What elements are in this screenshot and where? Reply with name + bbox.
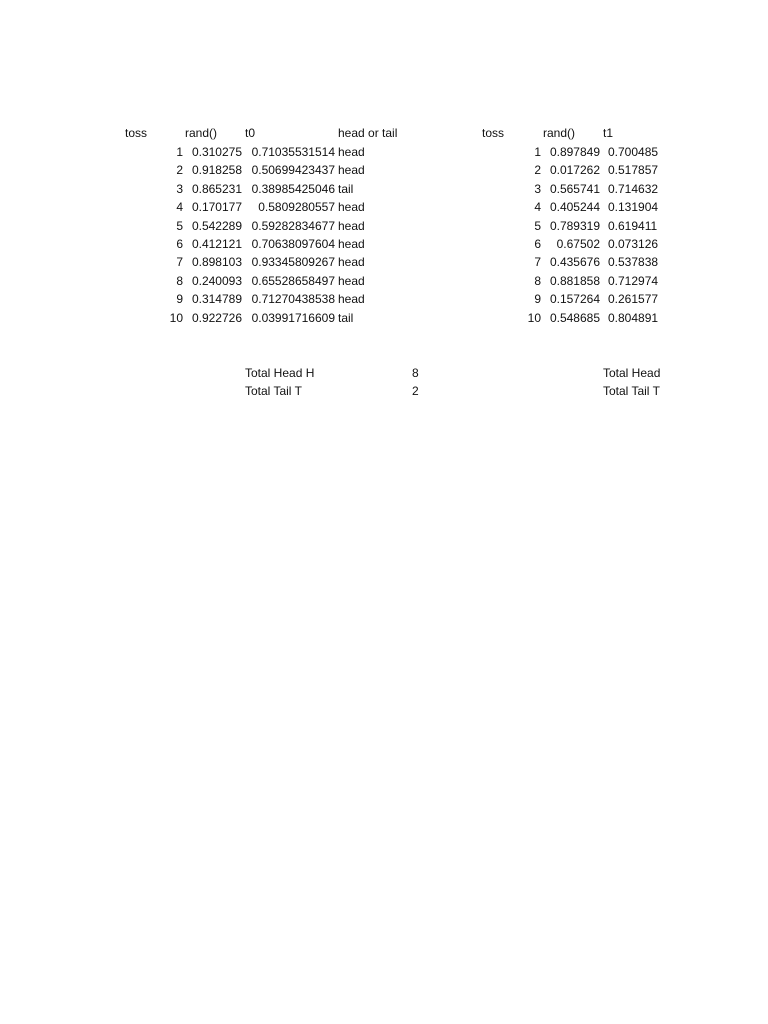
rand-cell: 0.157264 [549,292,600,306]
rand-cell: 0.405244 [549,200,600,214]
toss-cell: 4 [176,200,183,214]
toss-cell: 5 [534,219,541,233]
toss-cell: 9 [534,292,541,306]
t-cell: 0.38985425046 [251,182,335,196]
result-cell: head [338,200,365,214]
rand-cell: 0.881858 [549,274,600,288]
t-cell: 0.59282834677 [251,219,335,233]
result-cell: head [338,292,365,306]
rand-cell: 0.310275 [191,145,242,159]
rand-cell: 0.170177 [191,200,242,214]
result-cell: tail [338,311,354,325]
rand-cell: 0.314789 [191,292,242,306]
rand-cell: 0.922726 [191,311,242,325]
toss-cell: 1 [534,145,541,159]
t-cell: 0.70638097604 [251,237,335,251]
result-cell: head [338,237,365,251]
result-cell: head [338,274,365,288]
toss-cell: 10 [527,311,541,325]
table1-total-tail-value: 2 [412,384,419,398]
rand-cell: 0.435676 [549,255,600,269]
toss-cell: 7 [534,255,541,269]
rand-cell: 0.898103 [191,255,242,269]
t-cell: 0.700485 [608,145,659,159]
table1-header-result: head or tail [338,126,398,140]
t-cell: 0.073126 [608,237,659,251]
table1-header-t: t0 [245,126,256,140]
table2-total-head-label: Total Head [603,366,661,380]
table2-total-tail-label: Total Tail T [603,384,660,398]
t-cell: 0.5809280557 [258,200,335,214]
result-cell: head [338,219,365,233]
table2-header-rand: rand() [543,126,576,140]
rand-cell: 0.548685 [549,311,600,325]
table1-total-head-value: 8 [412,366,419,380]
result-cell: head [338,145,365,159]
toss-cell: 4 [534,200,541,214]
toss-cell: 6 [534,237,541,251]
t-cell: 0.537838 [608,255,659,269]
rand-cell: 0.897849 [549,145,600,159]
t-cell: 0.71270438538 [251,292,335,306]
toss-cell: 10 [169,311,183,325]
t-cell: 0.03991716609 [251,311,335,325]
toss-cell: 5 [176,219,183,233]
t-cell: 0.131904 [608,200,659,214]
t-cell: 0.65528658497 [251,274,335,288]
toss-cell: 9 [176,292,183,306]
rand-cell: 0.542289 [191,219,242,233]
table1-header-rand: rand() [185,126,218,140]
rand-cell: 0.865231 [191,182,242,196]
t-cell: 0.712974 [608,274,659,288]
toss-cell: 7 [176,255,183,269]
rand-cell: 0.017262 [549,163,600,177]
rand-cell: 0.412121 [191,237,242,251]
toss-cell: 6 [176,237,183,251]
rand-cell: 0.565741 [549,182,600,196]
table2-header-t: t1 [603,126,614,140]
toss-cell: 1 [176,145,183,159]
table1-header-toss: toss [125,126,148,140]
t-cell: 0.50699423437 [251,163,335,177]
result-cell: head [338,255,365,269]
t-cell: 0.714632 [608,182,659,196]
t-cell: 0.93345809267 [251,255,335,269]
rand-cell: 0.789319 [549,219,600,233]
t-cell: 0.71035531514 [251,145,335,159]
t-cell: 0.517857 [608,163,659,177]
t-cell: 0.804891 [608,311,659,325]
rand-cell: 0.67502 [556,237,600,251]
rand-cell: 0.240093 [191,274,242,288]
result-cell: tail [338,182,354,196]
toss-cell: 8 [176,274,183,288]
toss-cell: 3 [534,182,541,196]
table1-total-tail-label: Total Tail T [245,384,302,398]
table1-total-head-label: Total Head H [245,366,315,380]
t-cell: 0.619411 [608,219,658,233]
rand-cell: 0.918258 [191,163,242,177]
toss-cell: 8 [534,274,541,288]
result-cell: head [338,163,365,177]
toss-cell: 3 [176,182,183,196]
toss-cell: 2 [176,163,183,177]
table2-header-toss: toss [482,126,505,140]
toss-cell: 2 [534,163,541,177]
t-cell: 0.261577 [608,292,659,306]
